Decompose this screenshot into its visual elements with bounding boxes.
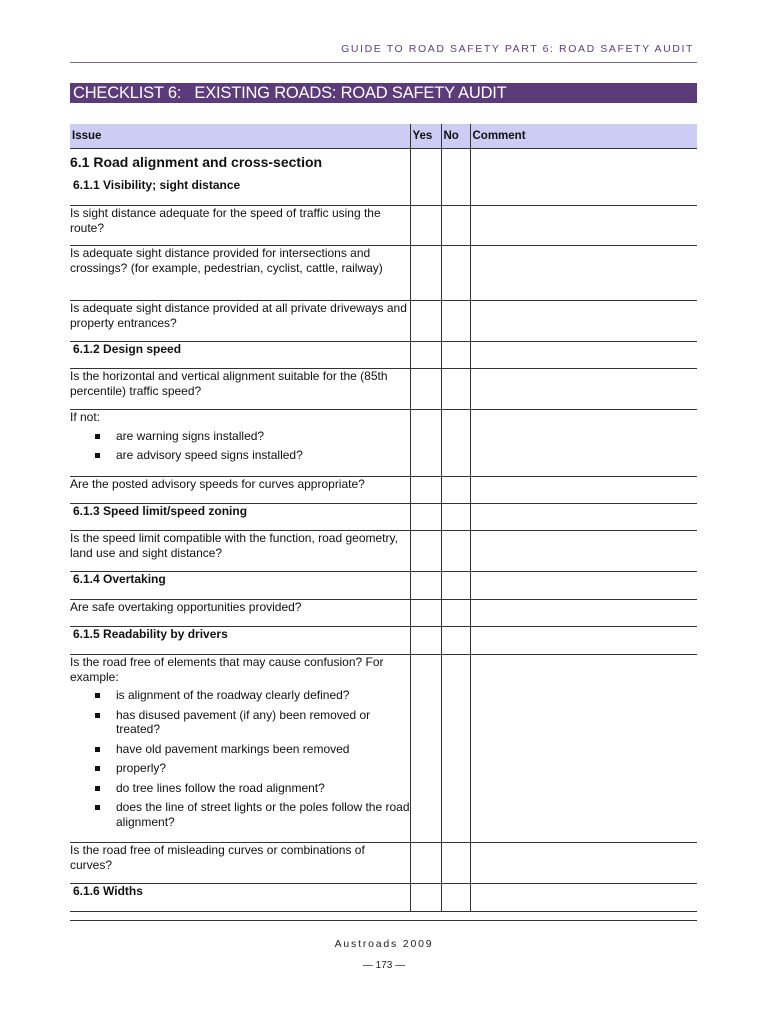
subsection-title: 6.1.1 Visibility; sight distance [73,177,241,192]
subsection-row [70,504,697,531]
comment-cell[interactable] [470,369,697,410]
yes-cell[interactable] [410,884,441,912]
bullet-list [70,688,410,829]
yes-cell[interactable] [410,572,441,600]
comment-cell[interactable] [470,504,697,531]
question-row [70,369,697,410]
subsection-row [70,178,697,206]
yes-cell[interactable] [410,531,441,572]
comment-cell[interactable] [470,342,697,369]
footer-rule [70,920,697,921]
comment-cell[interactable] [470,178,697,206]
column-header-yes: Yes [410,124,441,149]
table-header-row [70,124,697,149]
checklist-title: CHECKLIST 6: EXISTING ROADS: ROAD SAFETY AUDIT [70,83,697,103]
yes-cell[interactable] [410,410,441,477]
bullet-item: have old pavement markings been removed [70,742,410,757]
question-row [70,843,697,884]
yes-cell[interactable] [410,627,441,655]
bullet-item: properly? [70,761,410,776]
subsection-title: 6.1.2 Design speed [73,342,182,356]
question-text: Is adequate sight distance provided at all private driveways and property entrances? [70,301,410,342]
section-row [70,149,697,178]
subsection-title: 6.1.5 Readability by drivers [73,627,228,641]
no-cell[interactable] [441,410,470,477]
no-cell[interactable] [441,206,470,246]
yes-cell[interactable] [410,178,441,206]
yes-cell[interactable] [410,246,441,301]
yes-cell[interactable] [410,301,441,342]
question-text: Are the posted advisory speeds for curves appropriate? [70,477,410,504]
no-cell[interactable] [441,369,470,410]
yes-cell[interactable] [410,477,441,504]
bullet-item: do tree lines follow the road alignment? [70,781,410,796]
comment-cell[interactable] [470,884,697,912]
bullet-item: are advisory speed signs installed? [70,448,410,463]
no-cell[interactable] [441,572,470,600]
no-cell[interactable] [441,600,470,627]
comment-cell[interactable] [470,477,697,504]
bullet-item: is alignment of the roadway clearly defined? [70,688,410,703]
no-cell[interactable] [441,843,470,884]
yes-cell[interactable] [410,206,441,246]
column-header-issue: Issue [70,124,410,149]
question-row [70,600,697,627]
question-row [70,655,697,843]
comment-cell[interactable] [470,843,697,884]
comment-cell[interactable] [470,301,697,342]
question-text: Is the road free of elements that may cause confusion? For example: [70,655,384,684]
comment-cell[interactable] [470,600,697,627]
bullet-item: has disused pavement (if any) been removed or treated? [70,708,410,737]
question-row [70,246,697,301]
question-row [70,477,697,504]
question-row [70,301,697,342]
comment-cell[interactable] [470,655,697,843]
subsection-row [70,572,697,600]
no-cell[interactable] [441,246,470,301]
comment-cell[interactable] [470,206,697,246]
question-text: Is the speed limit compatible with the function, road geometry, land use and sight distance? [70,531,410,572]
no-cell[interactable] [441,342,470,369]
no-cell[interactable] [441,504,470,531]
comment-cell[interactable] [470,572,697,600]
subsection-row [70,627,697,655]
no-cell[interactable] [441,178,470,206]
column-header-no: No [441,124,470,149]
no-cell[interactable] [441,884,470,912]
subsection-title: 6.1.4 Overtaking [73,572,166,586]
yes-cell[interactable] [410,504,441,531]
yes-cell[interactable] [410,369,441,410]
question-text: Is adequate sight distance provided for intersections and crossings? (for example, pedestrian, cyclist, cattle, railway) [70,246,410,301]
yes-cell[interactable] [410,600,441,627]
yes-cell[interactable] [410,655,441,843]
no-cell[interactable] [441,655,470,843]
comment-cell[interactable] [470,246,697,301]
question-text: Are safe overtaking opportunities provided? [70,600,410,627]
bullet-list [70,429,410,463]
section-title: 6.1 Road alignment and cross-section [70,154,323,170]
bullet-item: does the line of street lights or the poles follow the road alignment? [70,800,410,829]
comment-cell[interactable] [470,149,697,178]
footer-organization: Austroads 2009 [334,938,434,950]
question-text: Is sight distance adequate for the speed of traffic using the route? [70,206,410,246]
yes-cell[interactable] [410,843,441,884]
question-row [70,206,697,246]
question-text: Is the horizontal and vertical alignment suitable for the (85th percentile) traffic speed? [70,369,410,410]
bullet-item: are warning signs installed? [70,429,410,444]
page-number: — 173 — [362,960,406,971]
no-cell[interactable] [441,477,470,504]
comment-cell[interactable] [470,627,697,655]
no-cell[interactable] [441,149,470,178]
no-cell[interactable] [441,301,470,342]
no-cell[interactable] [441,531,470,572]
yes-cell[interactable] [410,342,441,369]
header-rule [70,62,697,63]
subsection-row [70,342,697,369]
question-text: If not: [70,410,101,424]
subsection-title: 6.1.3 Speed limit/speed zoning [73,504,248,518]
subsection-row [70,884,697,912]
column-header-comment: Comment [470,124,697,149]
running-header: GUIDE TO ROAD SAFETY PART 6: ROAD SAFETY AUDIT [341,43,694,55]
question-text: Is the road free of misleading curves or combinations of curves? [70,843,410,884]
comment-cell[interactable] [470,531,697,572]
checklist-table [70,124,697,912]
question-row [70,531,697,572]
no-cell[interactable] [441,627,470,655]
subsection-title: 6.1.6 Widths [73,884,143,898]
question-row [70,410,697,477]
comment-cell[interactable] [470,410,697,477]
yes-cell[interactable] [410,149,441,178]
